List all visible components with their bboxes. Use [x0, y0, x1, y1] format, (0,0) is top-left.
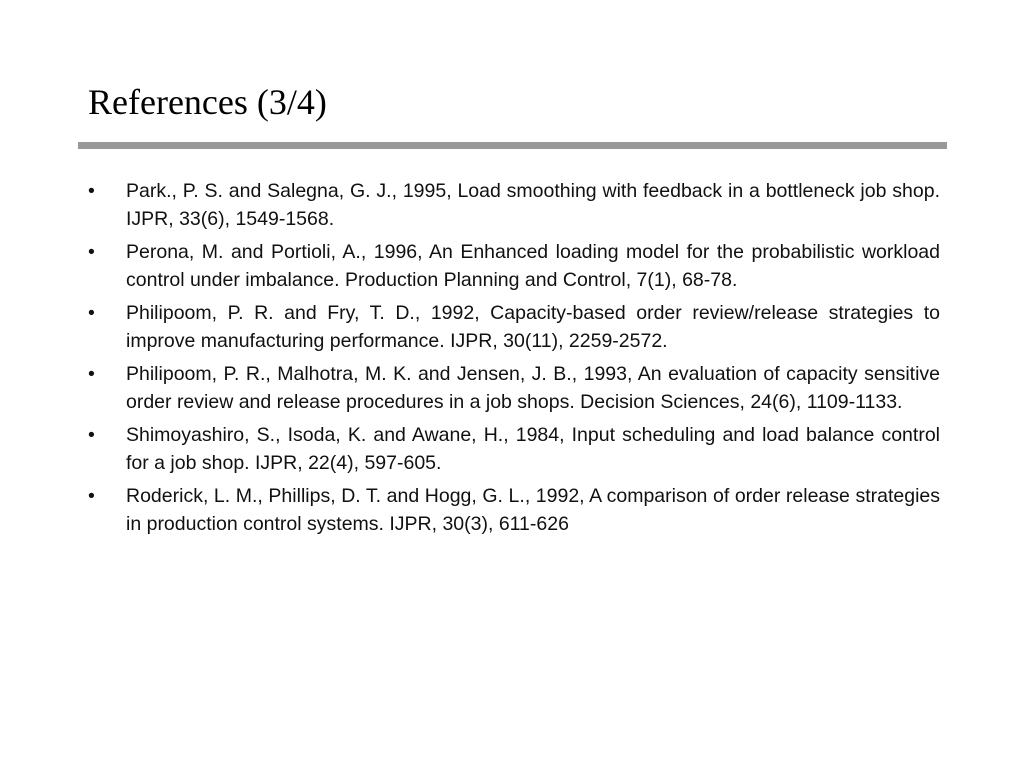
reference-item: [88, 238, 940, 294]
reference-text: Philipoom, P. R., Malhotra, M. K. and Jensen, J. B., 1993, An evaluation of capacity sensitive order review and release procedures in a job shops. Decision Sciences, 24(6), 1109-1133.: [126, 363, 940, 413]
reference-list: [88, 177, 940, 543]
bullet-icon: •: [88, 302, 95, 324]
bullet-icon: •: [88, 424, 95, 446]
bullet-icon: •: [88, 241, 95, 263]
reference-item: [88, 360, 940, 416]
reference-item: [88, 421, 940, 477]
reference-item: [88, 177, 940, 233]
reference-text: Roderick, L. M., Phillips, D. T. and Hogg, G. L., 1992, A comparison of order release strategies in production control systems. IJPR, 30(3), 611-626: [126, 485, 940, 535]
slide-title: References (3/4): [88, 82, 327, 122]
bullet-icon: •: [88, 180, 95, 202]
reference-text: Philipoom, P. R. and Fry, T. D., 1992, Capacity-based order review/release strategies to improve manufacturing performance. IJPR, 30(11), 2259-2572.: [126, 302, 940, 352]
reference-text: Park., P. S. and Salegna, G. J., 1995, Load smoothing with feedback in a bottleneck job shop. IJPR, 33(6), 1549-1568.: [126, 180, 940, 230]
reference-text: Shimoyashiro, S., Isoda, K. and Awane, H., 1984, Input scheduling and load balance control for a job shop. IJPR, 22(4), 597-605.: [126, 424, 940, 474]
reference-text: Perona, M. and Portioli, A., 1996, An Enhanced loading model for the probabilistic workload control under imbalance. Production Planning and Control, 7(1), 68-78.: [126, 241, 940, 291]
reference-item: [88, 482, 940, 538]
title-divider: [78, 142, 947, 149]
reference-item: [88, 299, 940, 355]
bullet-icon: •: [88, 485, 95, 507]
bullet-icon: •: [88, 363, 95, 385]
